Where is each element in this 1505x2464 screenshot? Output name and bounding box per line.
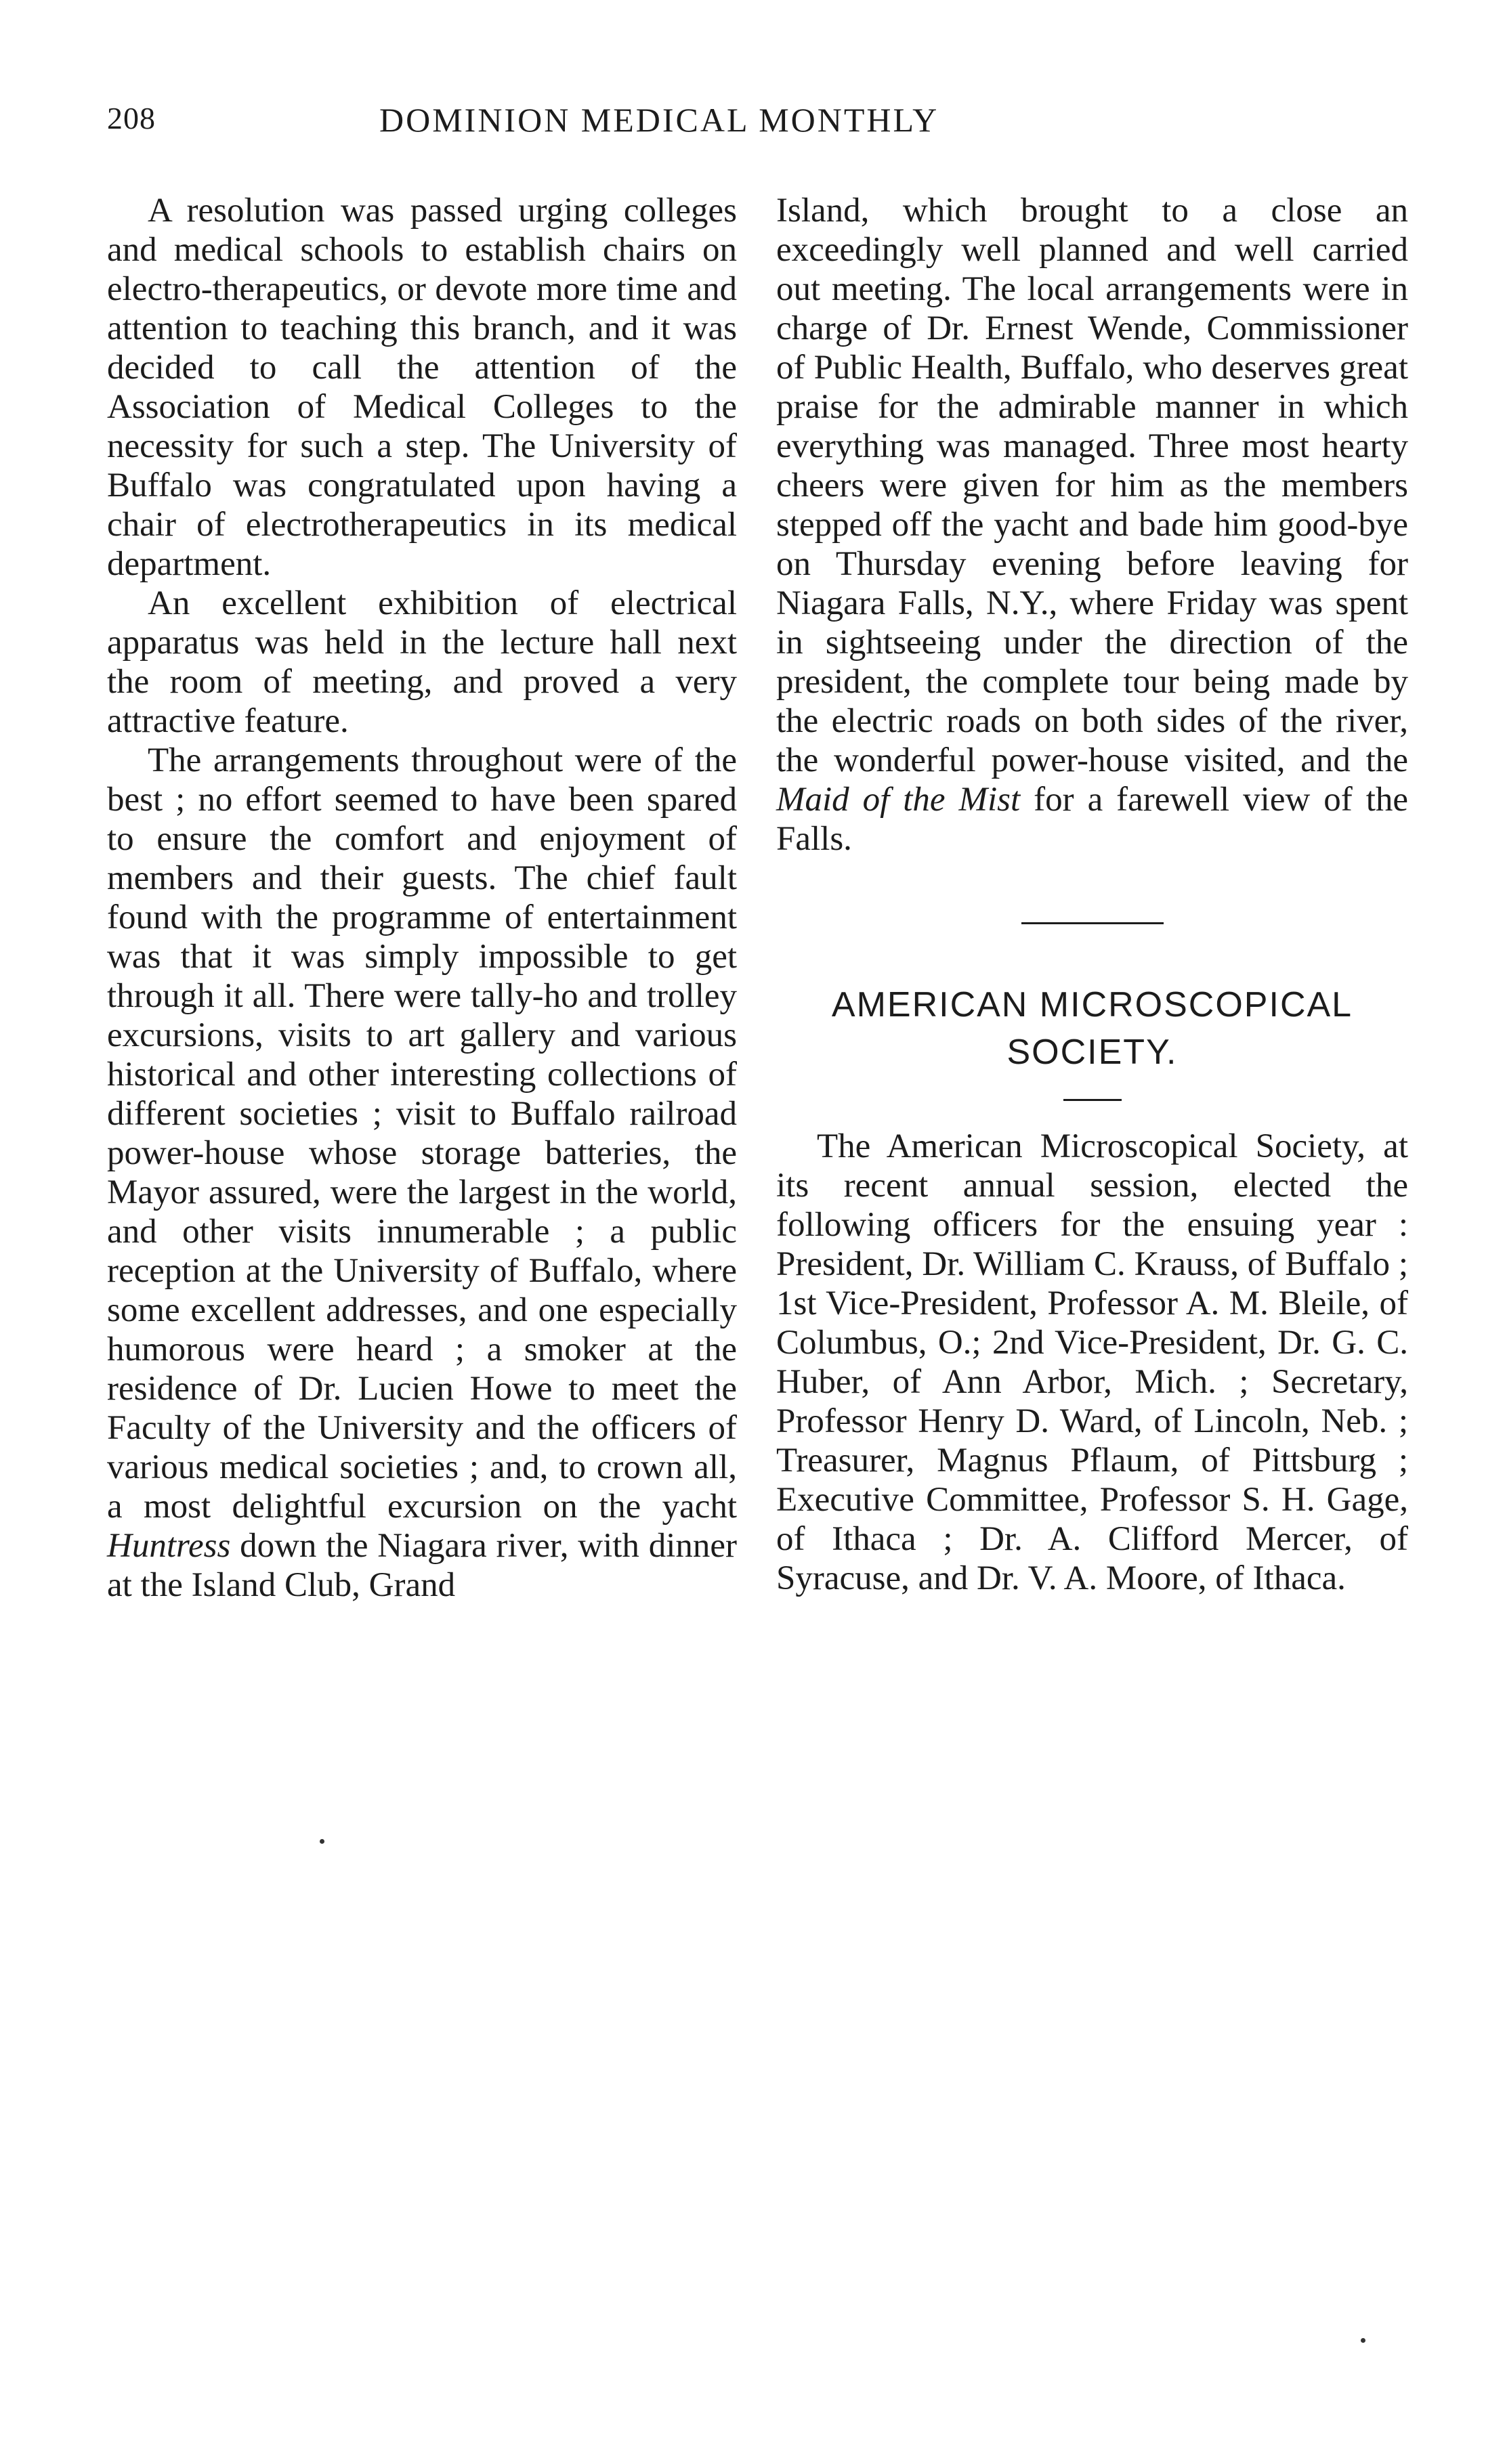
paragraph-continuation-text: Island, which brought to a close an exceedingly well planned and well carried out meeting. The local arrangements were in charge of Dr. Ernest Wende, Commissioner of Public Health, Buffalo, who deserves great praise for the admirable manner in which everything was managed. Three most hearty cheers were given for him as the members stepped off the yacht and bade him good-bye on Thursday evening before leaving for Niagara Falls, N.Y., where Friday was spent in sightseeing under the direction of the president, the complete tour being made by the electric roads on both sides of the river, the wonderful power-house visited, and the — [776, 192, 1408, 779]
paragraph-resolution: A resolution was passed urging colleges and medical schools to establish chairs on electro-therapeutics, or devote more time and attention to teaching this branch, and it was decided to call the attention of the Association of Medical Colleges to the necessity for such a step. The University of Buffalo was congratulated upon having a chair of electrotherapeutics in its medical department. — [107, 192, 737, 583]
paragraph-arrangements-text: The arrangements throughout were of the best ; no effort seemed to have been spared to ensure the comfort and enjoyment of members and their guests. The chief fault found with the programme of entertainment was that it was simply impossible to get through it all. There were tally-ho and trolley excursions, visits to art gallery and various historical and other interesting collections of different societies ; visit to Buffalo railroad power-house whose storage batteries, the Mayor assured, were the largest in the world, and other visits innumerable ; a public reception at the University of Buffalo, where some excellent addresses, and one especially humorous were heard ; a smoker at the residence of Dr. Lucien Howe to meet the Faculty of the University and the officers of various medical societies ; and, to crown all, a most delightful excursion on the yacht — [107, 741, 737, 1526]
page-number: 208 — [107, 101, 156, 135]
running-head: DOMINION MEDICAL MONTHLY — [379, 101, 939, 139]
print-mark — [1361, 2338, 1365, 2343]
paragraph-arrangements-end: down the Niagara river, with dinner at the Island Club, Grand — [107, 1527, 738, 1604]
yacht-name: Huntress — [107, 1527, 231, 1565]
print-mark — [320, 1839, 324, 1844]
section-divider — [1021, 922, 1164, 924]
paragraph-officers: The American Microscopical Society, at its recent annual session, elected the following officers for the ensuing year : President, Dr. William C. Krauss, of Buffalo ; 1st Vice-President, Professor A. M. Bleile, of Columbus, O.; 2nd Vice-President, Dr. G. C. Huber, of Ann Arbor, Mich. ; Secretary, Professor Henry D. Ward, of Lincoln, Neb. ; Treasurer, Magnus Pflaum, of Pittsburg ; Executive Committee, Professor S. H. Gage, of Ithaca ; Dr. A. Clifford Mercer, of Syracuse, and Dr. V. A. Moore, of Ithaca. — [776, 1127, 1408, 1597]
section-heading: AMERICAN MICROSCOPICAL SOCIETY. — [831, 985, 1353, 1072]
left-column — [107, 191, 737, 1605]
paragraph-continuation-end: for a farewell view of the Falls. — [776, 781, 1408, 858]
paragraph-arrangements — [107, 741, 737, 1605]
boat-name: Maid of the Mist — [776, 781, 1021, 819]
heading-divider — [1063, 1099, 1122, 1101]
paragraph-continuation — [776, 191, 1408, 859]
right-column — [776, 191, 1408, 1598]
paragraph-exhibition: An excellent exhibition of electrical apparatus was held in the lecture hall next the room of meeting, and proved a very attractive feature. — [107, 584, 737, 740]
